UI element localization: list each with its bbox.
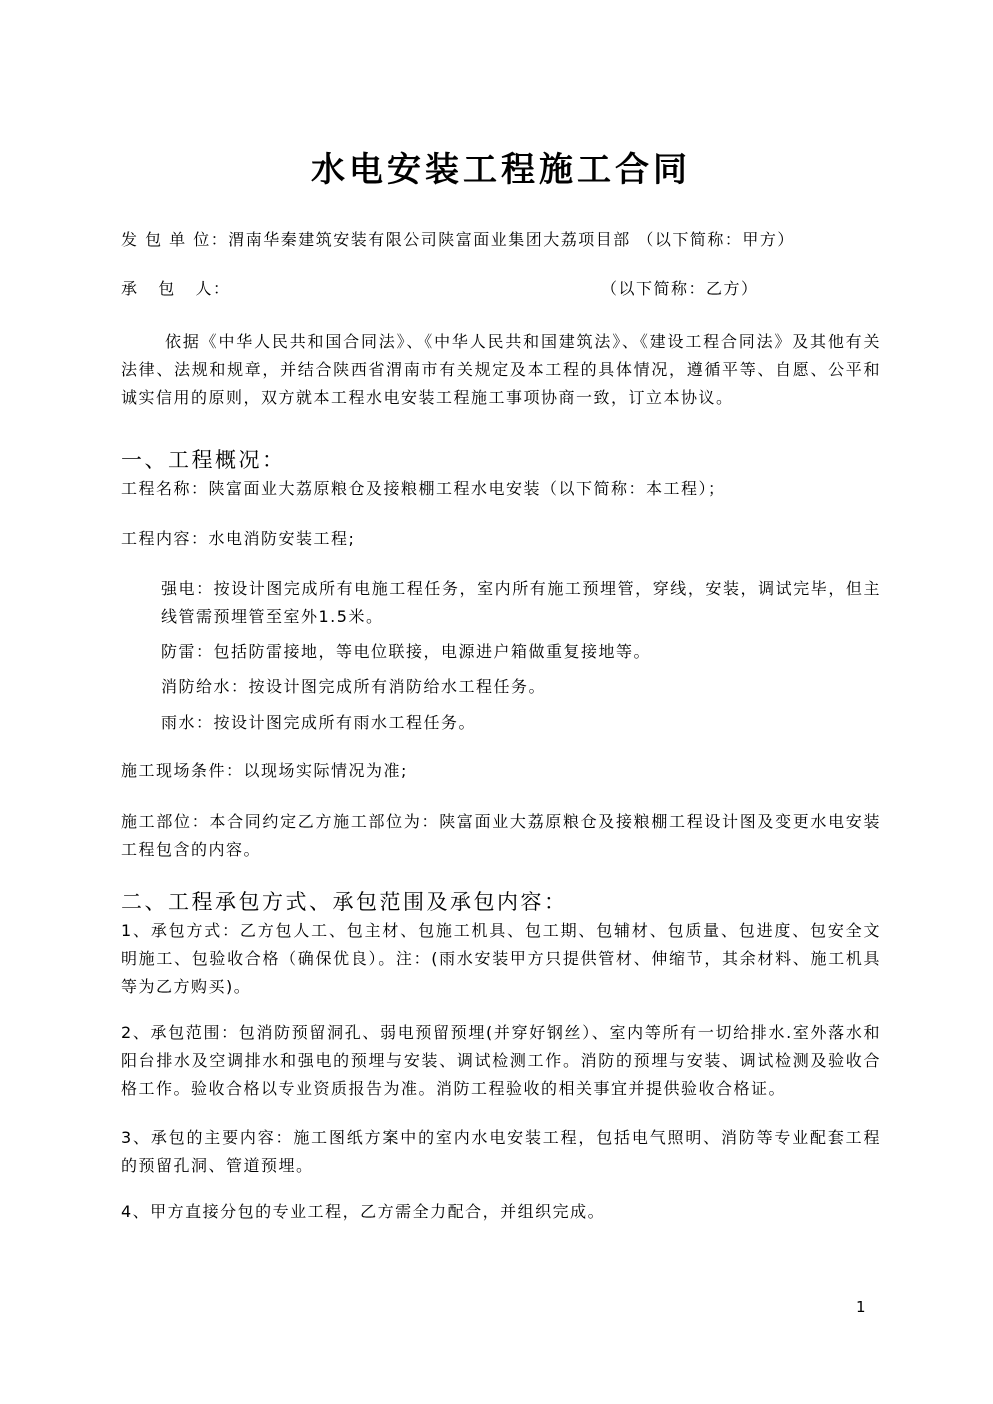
scope-item-lightning-protection: 防雷：包括防雷接地，等电位联接，电源进户箱做重复接地等。 (161, 642, 652, 661)
employer-label: 发 包 单 位： (121, 230, 229, 249)
contractor-line (121, 275, 881, 303)
section2-heading: 二、工程承包方式、承包范围及承包内容： (121, 890, 568, 914)
site-condition-line: 施工现场条件：以现场实际情况为准; (121, 761, 408, 780)
page-number: 1 (856, 1298, 866, 1316)
scope-item-fire-water: 消防给水：按设计图完成所有消防给水工程任务。 (161, 677, 547, 696)
employer-line (121, 226, 881, 254)
employer-value: 渭南华秦建筑安装有限公司陕富面业集团大荔项目部 (228, 230, 631, 249)
clause-3-main-content: 3、承包的主要内容：施工图纸方案中的室内水电安装工程，包括电气照明、消防等专业配套工程的预留孔洞、管道预埋。 (121, 1128, 881, 1175)
preamble-paragraph: 依据《中华人民共和国合同法》、《中华人民共和国建筑法》、《建设工程合同法》及其他有关法律、法规和规章，并结合陕西省渭南市有关规定及本工程的具体情况，遵循平等、自愿、公平和诚实信用的原则，双方就本工程水电安装工程施工事项协商一致，订立本协议。 (121, 332, 881, 407)
document-title: 水电安装工程施工合同 (311, 150, 691, 190)
work-location-paragraph: 施工部位：本合同约定乙方施工部位为：陕富面业大荔原粮仓及接粮棚工程设计图及变更水电安装工程包含的内容。 (121, 812, 881, 859)
contractor-alias: （以下简称：乙方） (601, 279, 759, 298)
project-content-line: 工程内容：水电消防安装工程; (121, 529, 356, 548)
clause-2-contract-scope: 2、承包范围：包消防预留洞孔、弱电预留预埋(并穿好钢丝）、室内等所有一切给排水.室外落水和阳台排水及空调排水和强电的预埋与安装、调试检测工作。消防的预埋与安装、调试检测及验收合格工作。验收合格以专业资质报告为准。消防工程验收的相关事宜并提供验收合格证。 (121, 1023, 881, 1098)
scope-item-strong-electric: 强电：按设计图完成所有电施工程任务，室内所有施工预埋管，穿线，安装，调试完毕，但主线管需预埋管至室外1.5米。 (161, 579, 881, 626)
employer-alias: （以下简称：甲方） (630, 230, 795, 249)
clause-4-direct-subcontract: 4、甲方直接分包的专业工程，乙方需全力配合，并组织完成。 (121, 1202, 606, 1221)
project-name-line: 工程名称：陕富面业大荔原粮仓及接粮棚工程水电安装（以下简称：本工程）； (121, 479, 726, 498)
clause-1-contract-method: 1、承包方式：乙方包人工、包主材、包施工机具、包工期、包辅材、包质量、包进度、包安全文明施工、包验收合格（确保优良）。注：(雨水安装甲方只提供管材、伸缩节，其余材料、施工机具等为乙方购买)。 (121, 921, 881, 996)
contractor-label: 承 包 人： (121, 279, 231, 298)
scope-item-rainwater: 雨水：按设计图完成所有雨水工程任务。 (161, 713, 477, 732)
section1-heading: 一、工程概况： (121, 448, 286, 472)
scope-items (121, 575, 881, 737)
